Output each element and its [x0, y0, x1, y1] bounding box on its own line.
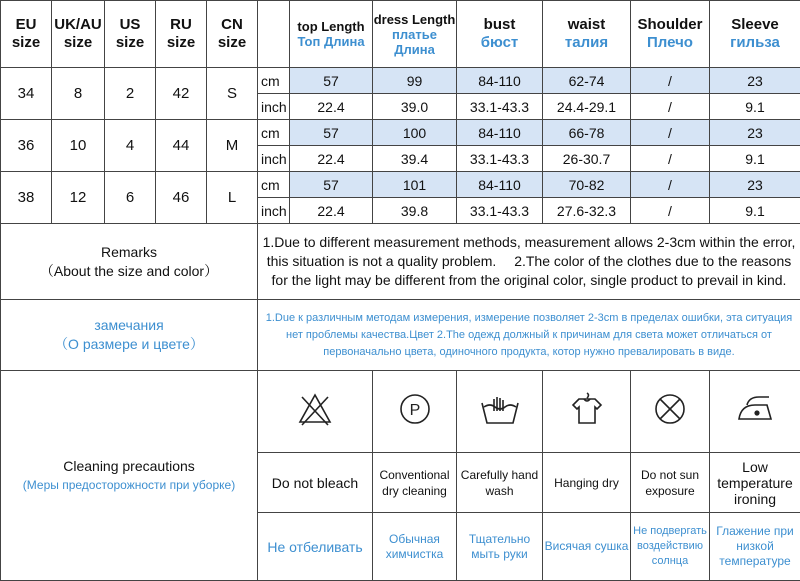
value-cell: 33.1-43.3 — [457, 94, 543, 120]
value-cell: 33.1-43.3 — [457, 146, 543, 172]
care-item-label: Conventional dry cleaning — [373, 453, 457, 513]
cn-size-header: CN size — [207, 1, 258, 68]
value-cell: 100 — [373, 120, 457, 146]
unit-cell: cm — [258, 120, 290, 146]
no-bleach-icon — [258, 371, 373, 453]
hand-wash-icon — [457, 371, 543, 453]
ru-size-cell: 44 — [156, 120, 207, 172]
remarks-subtitle: （About the size and color） — [1, 262, 257, 281]
ru-size-cell: 46 — [156, 172, 207, 224]
dress-length-header: dress Length платье Длина — [373, 1, 457, 68]
care-item-label: Do not sun exposure — [631, 453, 710, 513]
value-cell: 39.0 — [373, 94, 457, 120]
uk-au-size-header: UK/AU size — [52, 1, 105, 68]
care-item-label: Carefully hand wash — [457, 453, 543, 513]
hanging-dry-icon — [543, 371, 631, 453]
unit-cell: cm — [258, 68, 290, 94]
value-cell: 23 — [710, 172, 800, 198]
value-cell: 23 — [710, 68, 800, 94]
remarks-ru-subtitle: （О размере и цвете） — [1, 335, 257, 354]
unit-header — [258, 1, 290, 68]
unit-cell: inch — [258, 146, 290, 172]
eu-size-header: EU size — [1, 1, 52, 68]
us-size-cell: 4 — [105, 120, 156, 172]
value-cell: / — [631, 94, 710, 120]
low-temperature-iron-icon — [710, 371, 800, 453]
care-subtitle: (Меры предосторожности при уборке) — [1, 476, 257, 495]
remarks-ru-row — [1, 300, 800, 371]
remarks-title: Remarks — [1, 243, 257, 262]
value-cell: 9.1 — [710, 146, 800, 172]
remarks-row — [1, 224, 800, 300]
value-cell: / — [631, 198, 710, 224]
value-cell: 23 — [710, 120, 800, 146]
care-item-ru-label: Не подвергать воздействию солнца — [631, 513, 710, 581]
value-cell: 84-110 — [457, 172, 543, 198]
value-cell: 9.1 — [710, 94, 800, 120]
eu-size-cell: 38 — [1, 172, 52, 224]
cn-size-cell: M — [207, 120, 258, 172]
svg-text:P: P — [409, 402, 420, 419]
value-cell: / — [631, 172, 710, 198]
value-cell: 27.6-32.3 — [543, 198, 631, 224]
eu-size-cell: 36 — [1, 120, 52, 172]
care-title: Cleaning precautions — [1, 457, 257, 476]
value-cell: 39.4 — [373, 146, 457, 172]
uk-au-size-cell: 10 — [52, 120, 105, 172]
us-size-header: US size — [105, 1, 156, 68]
value-cell: 57 — [290, 120, 373, 146]
value-cell: 84-110 — [457, 120, 543, 146]
care-item-label: Low temperature ironing — [710, 453, 800, 513]
value-cell: 57 — [290, 68, 373, 94]
value-cell: 22.4 — [290, 94, 373, 120]
value-cell: 57 — [290, 172, 373, 198]
shoulder-header: Shoulder Плечо — [631, 1, 710, 68]
unit-cell: inch — [258, 198, 290, 224]
care-item-label: Hanging dry — [543, 453, 631, 513]
cn-size-cell: S — [207, 68, 258, 120]
value-cell: / — [631, 146, 710, 172]
care-item-ru-label: Висячая сушка — [543, 513, 631, 581]
value-cell: 26-30.7 — [543, 146, 631, 172]
value-cell: 22.4 — [290, 198, 373, 224]
table-row — [1, 172, 800, 198]
value-cell: / — [631, 120, 710, 146]
care-item-ru-label: Тщательно мыть руки — [457, 513, 543, 581]
us-size-cell: 2 — [105, 68, 156, 120]
waist-header: waist талия — [543, 1, 631, 68]
remarks-ru-label — [1, 300, 258, 371]
value-cell: 101 — [373, 172, 457, 198]
value-cell: 24.4-29.1 — [543, 94, 631, 120]
remarks-ru-text: 1.Due к различным методам измерения, измерение позволяет 2-3cm в пределах ошибки, эта ситуация нет проблемы качества.Цвет 2.The одежд должный к причинам для света может отличаться от первоначально цвета, одиночного продукта, котор нужно превалировать в виде. — [258, 300, 800, 371]
value-cell: 70-82 — [543, 172, 631, 198]
bust-header: bust бюст — [457, 1, 543, 68]
value-cell: 66-78 — [543, 120, 631, 146]
us-size-cell: 6 — [105, 172, 156, 224]
ru-size-cell: 42 — [156, 68, 207, 120]
no-sun-exposure-icon — [631, 371, 710, 453]
care-icons-row — [1, 371, 800, 453]
value-cell: 39.8 — [373, 198, 457, 224]
value-cell: 99 — [373, 68, 457, 94]
table-row — [1, 120, 800, 146]
cn-size-cell: L — [207, 172, 258, 224]
care-item-ru-label: Обычная химчистка — [373, 513, 457, 581]
value-cell: 84-110 — [457, 68, 543, 94]
uk-au-size-cell: 8 — [52, 68, 105, 120]
value-cell: / — [631, 68, 710, 94]
unit-cell: inch — [258, 94, 290, 120]
sleeve-header: Sleeve гильза — [710, 1, 800, 68]
remarks-text: 1.Due to different measurement methods, measurement allows 2-3cm within the error, this situation is not a quality problem. 2.The color of the clothes due to the reasons for the light may be different from the original color, single product to prevail in kind. — [258, 224, 800, 300]
value-cell: 62-74 — [543, 68, 631, 94]
top-length-header: top Length Топ Длина — [290, 1, 373, 68]
table-row — [1, 68, 800, 94]
uk-au-size-cell: 12 — [52, 172, 105, 224]
care-item-ru-label: Не отбеливать — [258, 513, 373, 581]
value-cell: 9.1 — [710, 198, 800, 224]
eu-size-cell: 34 — [1, 68, 52, 120]
care-item-ru-label: Глажение при низкой температуре — [710, 513, 800, 581]
ru-size-header: RU size — [156, 1, 207, 68]
care-item-label: Do not bleach — [258, 453, 373, 513]
header-row — [1, 1, 800, 68]
value-cell: 22.4 — [290, 146, 373, 172]
remarks-ru-title: замечания — [1, 316, 257, 335]
value-cell: 33.1-43.3 — [457, 198, 543, 224]
unit-cell: cm — [258, 172, 290, 198]
dry-clean-p-icon — [373, 371, 457, 453]
care-label — [1, 371, 258, 581]
remarks-label — [1, 224, 258, 300]
